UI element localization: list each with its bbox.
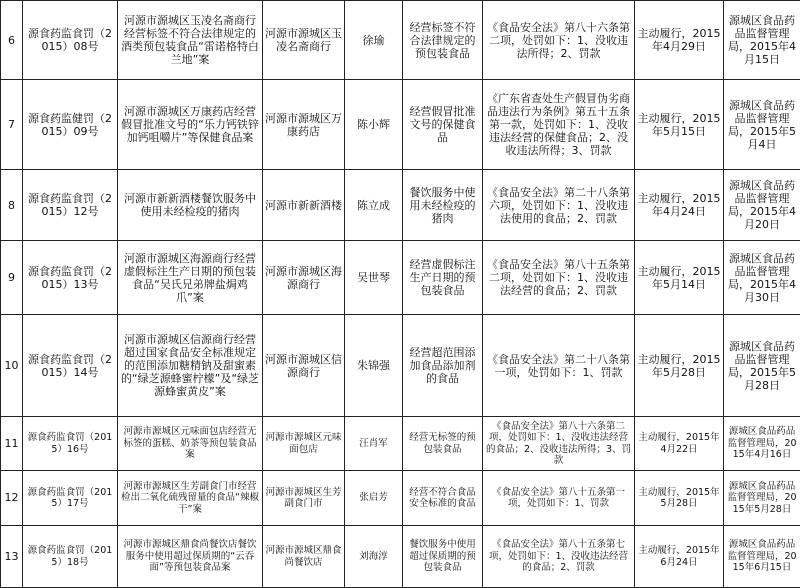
case-number-cell: 8 (1, 170, 23, 241)
execution-status-cell: 主动履行，2015年4月24日 (635, 170, 724, 241)
document-number-cell: 源食药监食罚（2015）14号 (23, 315, 118, 417)
legal-representative-cell: 刘海淳 (345, 526, 403, 588)
legal-representative-cell: 陈小辉 (345, 80, 403, 170)
case-number-cell: 7 (1, 80, 23, 170)
violation-fact-cell: 经营虚假标注生产日期的预包装食品 (403, 241, 483, 315)
case-name-cell: 河源市源城区元味面包店经营无标签的蛋糕、奶茶等预包装食品案 (118, 417, 263, 471)
case-name-cell: 河源市源城区玉凌名斋商行经营标签不符合法律规定的酒类预包装食品“雷诺格特白兰地”案 (118, 1, 263, 80)
case-name-cell: 河源市源城区信源商行经营超过国家食品安全标准规定的范围添加糖精钠及甜蜜素的“绿芝源蜂蜜柠檬”及“绿芝源蜂蜜黄皮”案 (118, 315, 263, 417)
penalty-basis-cell: 《食品安全法》第二十八条第一项，处罚如下：1、罚款 (483, 315, 635, 417)
table-row (1, 315, 800, 417)
document-number-cell: 源食药监食罚（2015）12号 (23, 170, 118, 241)
table-row (1, 417, 800, 471)
execution-status-cell: 主动履行，2015年6月24日 (635, 526, 724, 588)
violation-fact-cell: 餐饮服务中使用超过保质期的预包装食品 (403, 526, 483, 588)
party-name-cell: 河源市源城区玉凌名斋商行 (263, 1, 345, 80)
violation-fact-cell: 经营超范围添加食品添加剂的食品 (403, 315, 483, 417)
authority-date-cell: 源城区食品药品监督管理局，2015年4月15日 (724, 1, 800, 80)
table-row (1, 471, 800, 526)
execution-status-cell: 主动履行，2015年5月15日 (635, 80, 724, 170)
legal-representative-cell: 陈立成 (345, 170, 403, 241)
authority-date-cell: 源城区食品药品监督管理局，2015年5月4日 (724, 80, 800, 170)
party-name-cell: 河源市源城区海源商行 (263, 241, 345, 315)
penalty-basis-cell: 《食品安全法》第八十六条第二项，处罚如下：1、没收违法经营的食品；2、没收违法所得；3、罚款 (483, 417, 635, 471)
document-number-cell: 源食药监食罚（2015）08号 (23, 1, 118, 80)
authority-date-cell: 源城区食品药品监督管理局，2015年5月28日 (724, 315, 800, 417)
case-number-cell: 11 (1, 417, 23, 471)
case-number-cell: 6 (1, 1, 23, 80)
penalty-basis-cell: 《广东省查处生产假冒伪劣商品违法行为条例》第五十五条第一款，处罚如下：1、没收违法经营的保健食品；2、没收违法所得；3、罚款 (483, 80, 635, 170)
document-number-cell: 源食药监食罚（2015）16号 (23, 417, 118, 471)
authority-date-cell: 源城区食品药品监督管理局，2015年5月28日 (724, 471, 800, 526)
authority-date-cell: 源城区食品药品监督管理局，2015年4月30日 (724, 241, 800, 315)
party-name-cell: 河源市源城区生芳副食门市 (263, 471, 345, 526)
document-number-cell: 源食药监食罚（2015）18号 (23, 526, 118, 588)
execution-status-cell: 主动履行，2015年5月28日 (635, 315, 724, 417)
case-number-cell: 10 (1, 315, 23, 417)
case-name-cell: 河源市源城区生芳副食门市经营检出二氧化硫残留量的食品“辣椒干”案 (118, 471, 263, 526)
party-name-cell: 河源市源城区元味面包店 (263, 417, 345, 471)
execution-status-cell: 主动履行，2015年5月28日 (635, 471, 724, 526)
legal-representative-cell: 朱锦强 (345, 315, 403, 417)
party-name-cell: 河源市源城区万康药店 (263, 80, 345, 170)
execution-status-cell: 主动履行，2015年4月22日 (635, 417, 724, 471)
penalty-basis-cell: 《食品安全法》第八十五条第一项，处罚如下：1、罚款 (483, 471, 635, 526)
case-name-cell: 河源市源城区万康药店经营假冒批准文号的“乐力钙铁锌加钙咀嚼片”等保健食品案 (118, 80, 263, 170)
authority-date-cell: 源城区食品药品监督管理局，2015年4月16日 (724, 417, 800, 471)
penalty-basis-cell: 《食品安全法》第八十五条第二项，处罚如下：1、没收违法经营的食品；2、罚款 (483, 241, 635, 315)
case-number-cell: 12 (1, 471, 23, 526)
party-name-cell: 河源市新新酒楼 (263, 170, 345, 241)
case-name-cell: 河源市新新酒楼餐饮服务中使用未经检疫的猪肉 (118, 170, 263, 241)
execution-status-cell: 主动履行，2015年5月14日 (635, 241, 724, 315)
party-name-cell: 河源市源城区鼎食尚餐饮店 (263, 526, 345, 588)
penalty-basis-cell: 《食品安全法》第二十八条第六项，处罚如下：1、没收违法使用的食品；2、罚款 (483, 170, 635, 241)
violation-fact-cell: 经营标签不符合法律规定的预包装食品 (403, 1, 483, 80)
table-body (1, 1, 800, 588)
table-row (1, 80, 800, 170)
case-name-cell: 河源市源城区鼎食尚餐饮店餐饮服务中使用超过保质期的“云吞面”等预包装食品案 (118, 526, 263, 588)
penalty-basis-cell: 《食品安全法》第八十五条第七项，处罚如下：1、没收违法经营的食品；2、罚款 (483, 526, 635, 588)
document-number-cell: 源食药监食罚（2015）17号 (23, 471, 118, 526)
legal-representative-cell: 吴世琴 (345, 241, 403, 315)
party-name-cell: 河源市源城区信源商行 (263, 315, 345, 417)
violation-fact-cell: 经营假冒批准文号的保健食品 (403, 80, 483, 170)
table-row (1, 241, 800, 315)
case-name-cell: 河源市源城区海源商行经营虚假标注生产日期的预包装食品“吴氏兄弟牌盐焗鸡爪”案 (118, 241, 263, 315)
authority-date-cell: 源城区食品药品监督管理局，2015年6月15日 (724, 526, 800, 588)
legal-representative-cell: 汪肖军 (345, 417, 403, 471)
table-row (1, 526, 800, 588)
table-row (1, 1, 800, 80)
case-number-cell: 9 (1, 241, 23, 315)
authority-date-cell: 源城区食品药品监督管理局，2015年4月20日 (724, 170, 800, 241)
execution-status-cell: 主动履行，2015年4月29日 (635, 1, 724, 80)
violation-fact-cell: 餐饮服务中使用未经检疫的猪肉 (403, 170, 483, 241)
violation-fact-cell: 经营无标签的预包装食品 (403, 417, 483, 471)
document-number-cell: 源食药监食罚（2015）13号 (23, 241, 118, 315)
document-number-cell: 源食药监健罚（2015）09号 (23, 80, 118, 170)
legal-representative-cell: 徐瑜 (345, 1, 403, 80)
table-row (1, 170, 800, 241)
penalty-basis-cell: 《食品安全法》第八十六条第二项，处罚如下：1、没收违法所得；2、罚款 (483, 1, 635, 80)
legal-representative-cell: 张启芳 (345, 471, 403, 526)
case-number-cell: 13 (1, 526, 23, 588)
violation-fact-cell: 经营不符合食品安全标准的食品 (403, 471, 483, 526)
